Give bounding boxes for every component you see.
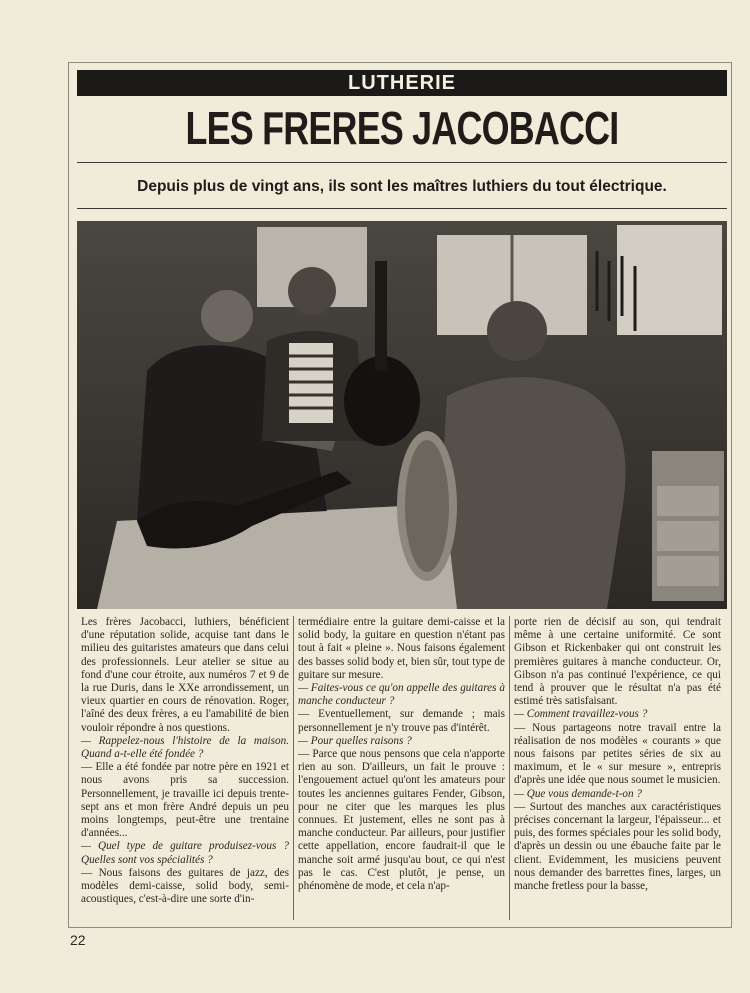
article-headline: LES FRERES JACOBACCI	[185, 102, 619, 154]
article-column-2	[293, 616, 509, 920]
question: — Que vous demande-t-on ?	[514, 787, 643, 800]
paragraph: — Parce que nous pensons que cela n'apporte rien au son. D'ailleurs, un fait le prouve : l'engouement actuel qu'ont les amateurs pour toutes les anciennes guitares Fender, Gibson, pour ne citer que les marques les plus connues. Et justement, elles ne sont pas à manche conducteur. Par ailleurs, pour justifier cette appellation, encore faudrait-il que le manche soit armé jusqu'au bout, ce qui n'est pas le cas. C'est plutôt, je pense, un phénomène de mode, et cela n'ap-	[298, 748, 505, 893]
page-number: 22	[70, 932, 86, 948]
rule-top	[77, 162, 727, 163]
question: — Pour quelles raisons ?	[298, 734, 412, 747]
paragraph: porte rien de décisif au son, qui tendrait même à une certaine uniformité. Ce sont Gibson et Rickenbaker qui ont construit les premières guitares à manche conducteur. Or, Gibson n'a pas continué l'expérience, ce qui tend à prouver que le résultat n'a pas été estimé très satisfaisant.	[514, 616, 721, 708]
article-column-1	[77, 616, 293, 920]
paragraph: Les frères Jacobacci, luthiers, bénéficient d'une réputation solide, acquise tant dans le milieu des guitaristes amateurs que dans celui des professionnels. Leur atelier se situe au fond d'une cour étroite, aux numéros 7 et 9 de la rue Duris, dans le XXe arrondissement, un vieux quartier en cours de rénovation. Roger, l'aîné des deux frères, a eu l'amabilité de bien vouloir répondre à nos questions.	[81, 616, 289, 734]
paragraph: — Elle a été fondée par notre père en 1921 et nous avons pris sa succession. Personnellement, je travaille ici depuis trente-sept ans et mon frère André depuis un peu moins longtemps, peut-être une trentaine d'années...	[81, 761, 289, 840]
paragraph: — Nous faisons des guitares de jazz, des modèles demi-caisse, solid body, semi-acoustiques, c'est-à-dire une sorte d'in-	[81, 866, 289, 906]
question: — Comment travaillez-vous ?	[514, 708, 648, 721]
article-columns	[77, 616, 727, 920]
question: — Quel type de guitare produisez-vous ? Quelles sont vos spécialités ?	[81, 840, 289, 866]
section-label: LUTHERIE	[77, 70, 727, 96]
rule-bottom	[77, 208, 727, 209]
article-subtitle: Depuis plus de vingt ans, ils sont les maîtres luthiers du tout électrique.	[137, 178, 667, 195]
paragraph: termédiaire entre la guitare demi-caisse et la solid body, la guitare en question n'étant pas tout à fait « pleine ». Nous faisons également des basses solid body et, bien sûr, tout type de guitare sur mesure.	[298, 616, 505, 681]
paragraph: — Surtout des manches aux caractéristiques précises concernant la largeur, l'épaisseur... et puis, des formes spéciales pour les solid body, d'après un dessin ou une ébauche faite par le client. Evidemment, les musiciens peuvent nous demander des barrettes fines, larges, un manche fretless pour la basse,	[514, 800, 721, 893]
paragraph: — Eventuellement, sur demande ; mais personnellement je n'y trouve pas d'intérêt.	[298, 708, 505, 734]
question: — Rappelez-nous l'histoire de la maison. Quand a-t-elle été fondée ?	[81, 734, 289, 761]
article-column-3	[509, 616, 725, 920]
workshop-photo	[77, 221, 727, 609]
paragraph: — Nous partageons notre travail entre la réalisation de nos modèles « courants » que nous faisons par petites séries de six au maximum, et le « sur mesure », entrepris d'après une idée que nous soumet le musicien.	[514, 721, 721, 787]
question: — Faites-vous ce qu'on appelle des guitares à manche conducteur ?	[298, 682, 505, 708]
